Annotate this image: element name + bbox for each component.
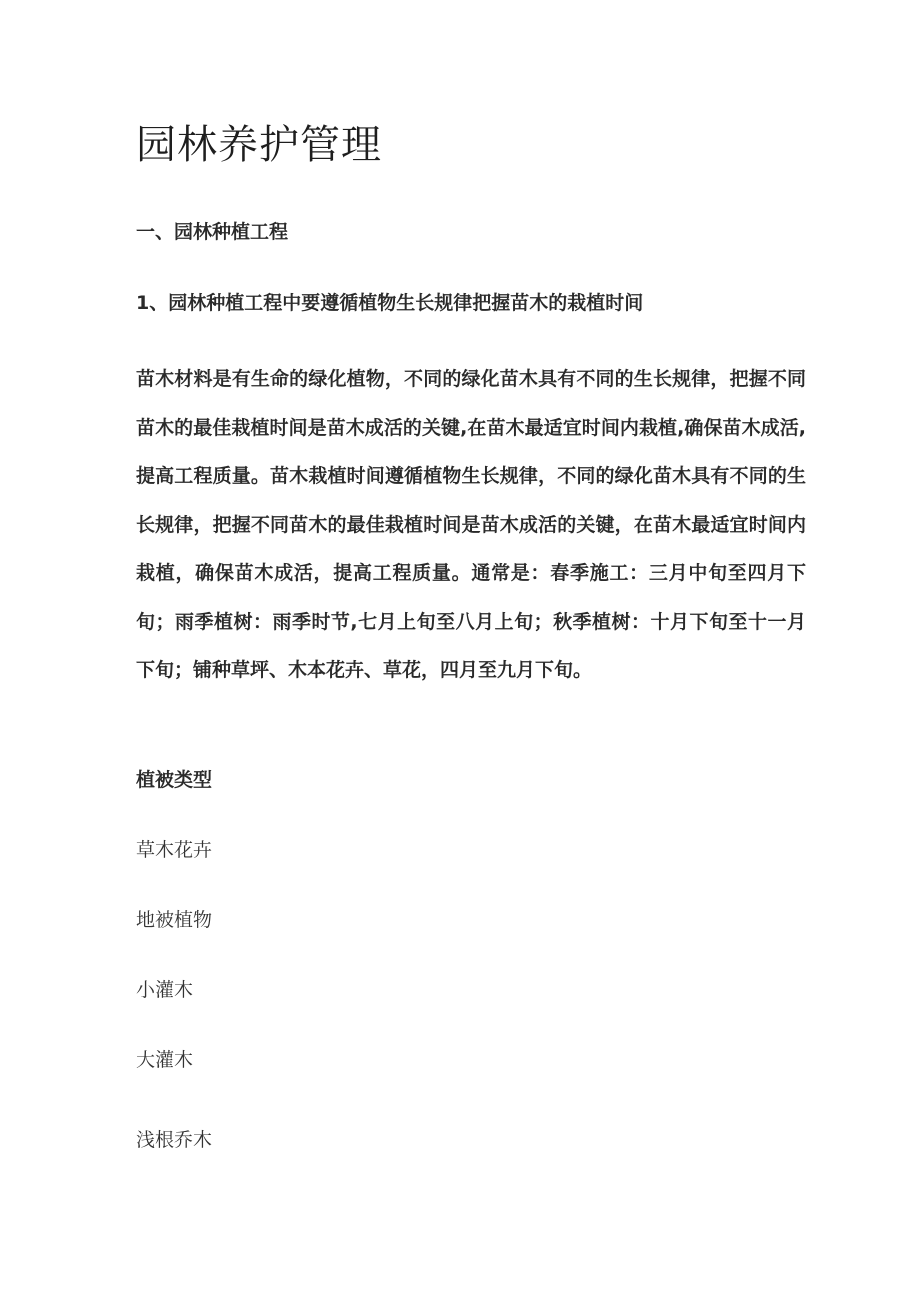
body-paragraph: 苗木材料是有生命的绿化植物，不同的绿化苗木具有不同的生长规律，把握不同苗木的最佳栽植时间是苗木成活的关键,在苗木最适宜时间内栽植,确保苗木成活,提高工程质量。苗木栽植时间遵循植物生长规律，不同的绿化苗木具有不同的生长规律，把握不同苗木的最佳栽植时间是苗木成活的关键，在苗木最适宜时间内栽植，确保苗木成活，提高工程质量。通常是：春季施工：三月中旬至四月下旬；雨季植树：雨季时节,七月上旬至八月上旬；秋季植树：十月下旬至十一月下旬；铺种草坪、木本花卉、草花，四月至九月下旬。 [136,368,806,681]
vegetation-type-item: 地被植物 [136,909,213,931]
document-title: 园林养护管理 [136,122,382,168]
vegetation-type-item: 小灌木 [136,979,194,1001]
vegetation-heading: 植被类型 [136,769,213,791]
vegetation-type-item: 浅根乔木 [136,1129,213,1151]
subsection-heading: 1、园林种植工程中要遵循植物生长规律把握苗木的栽植时间 [136,292,644,314]
section-heading: 一、园林种植工程 [136,221,289,243]
vegetation-type-item: 草木花卉 [136,839,213,861]
vegetation-type-item: 大灌木 [136,1049,194,1071]
